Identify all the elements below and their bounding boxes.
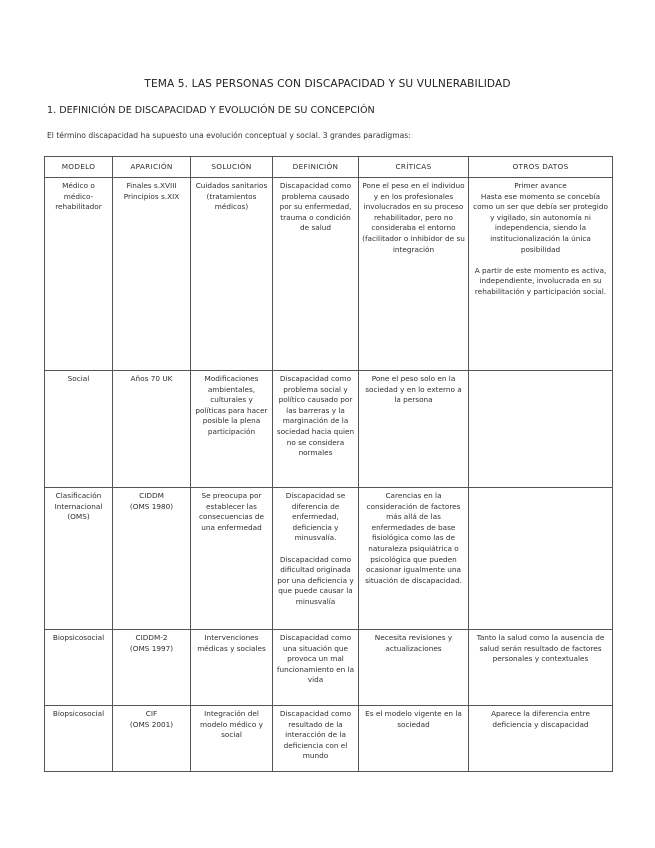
- header-otros-datos: OTROS DATOS: [469, 157, 613, 178]
- cell-solucion: Intervenciones médicas y sociales: [191, 630, 273, 706]
- header-solucion: SOLUCIÓN: [191, 157, 273, 178]
- cell-criticas: Es el modelo vigente en la sociedad: [359, 706, 469, 772]
- cell-aparicion: Finales s.XVIII Principios s.XIX: [113, 178, 191, 371]
- cell-otros-datos: Primer avance Hasta ese momento se concebía como un ser que debía ser protegido y vigilado, sin autonomía ni independencia, siendo la institucionalización la única posibilidad A partir de este momento es activa, independiente, involucrada en su rehabilitación y participación social.: [469, 178, 613, 371]
- header-definicion: DEFINICIÓN: [273, 157, 359, 178]
- header-aparicion: APARICIÓN: [113, 157, 191, 178]
- cell-criticas: Pone el peso en el individuo y en los profesionales involucrados en su proceso rehabilitador, pero no consideraba el entorno (facilitador o inhibidor de su integración: [359, 178, 469, 371]
- cell-criticas: Necesita revisiones y actualizaciones: [359, 630, 469, 706]
- cell-criticas: Carencias en la consideración de factores más allá de las enfermedades de base fisiológica como las de naturaleza psiquiátrica o psicológica que pueden ocasionar igualmente una situación de discapacidad.: [359, 488, 469, 630]
- table-row: [45, 706, 613, 772]
- cell-definicion: Discapacidad como problema causado por su enfermedad, trauma o condición de salud: [273, 178, 359, 371]
- table-row: [45, 371, 613, 488]
- section-heading: 1. DEFINICIÓN DE DISCAPACIDAD Y EVOLUCIÓN DE SU CONCEPCIÓN: [47, 105, 375, 116]
- cell-otros-datos: Aparece la diferencia entre deficiencia y discapacidad: [469, 706, 613, 772]
- table-row: [45, 630, 613, 706]
- table-header-row: [45, 157, 613, 178]
- cell-definicion: Discapacidad como resultado de la interacción de la deficiencia con el mundo: [273, 706, 359, 772]
- cell-solucion: Modificaciones ambientales, culturales y políticas para hacer posible la plena participación: [191, 371, 273, 488]
- paradigms-table: [44, 156, 613, 772]
- header-modelo: MODELO: [45, 157, 113, 178]
- table-row: [45, 488, 613, 630]
- cell-definicion: Discapacidad como problema social y político causado por las barreras y la marginación de la sociedad hacia quien no se considera normales: [273, 371, 359, 488]
- page-title: TEMA 5. LAS PERSONAS CON DISCAPACIDAD Y SU VULNERABILIDAD: [144, 78, 511, 90]
- cell-otros-datos: [469, 488, 613, 630]
- header-criticas: CRÍTICAS: [359, 157, 469, 178]
- cell-solucion: Cuidados sanitarios (tratamientos médicos): [191, 178, 273, 371]
- cell-solucion: Integración del modelo médico y social: [191, 706, 273, 772]
- cell-otros-datos: Tanto la salud como la ausencia de salud serán resultado de factores personales y contextuales: [469, 630, 613, 706]
- cell-definicion: Discapacidad se diferencia de enfermedad, deficiencia y minusvalía. Discapacidad como dificultad originada por una deficiencia y que puede causar la minusvalía: [273, 488, 359, 630]
- cell-modelo: Clasificación Internacional (OMS): [45, 488, 113, 630]
- cell-definicion: Discapacidad como una situación que provoca un mal funcionamiento en la vida: [273, 630, 359, 706]
- cell-aparicion: Años 70 UK: [113, 371, 191, 488]
- cell-otros-datos: [469, 371, 613, 488]
- cell-aparicion: CIDDM-2 (OMS 1997): [113, 630, 191, 706]
- cell-aparicion: CIF (OMS 2001): [113, 706, 191, 772]
- cell-modelo: Médico o médico-rehabilitador: [45, 178, 113, 371]
- cell-modelo: Biopsicosocial: [45, 706, 113, 772]
- intro-paragraph: El término discapacidad ha supuesto una evolución conceptual y social. 3 grandes paradigmas:: [47, 131, 411, 140]
- cell-modelo: Biopsicosocial: [45, 630, 113, 706]
- cell-solucion: Se preocupa por establecer las consecuencias de una enfermedad: [191, 488, 273, 630]
- cell-aparicion: CIDDM (OMS 1980): [113, 488, 191, 630]
- cell-modelo: Social: [45, 371, 113, 488]
- table-row: [45, 178, 613, 371]
- cell-criticas: Pone el peso solo en la sociedad y en lo externo a la persona: [359, 371, 469, 488]
